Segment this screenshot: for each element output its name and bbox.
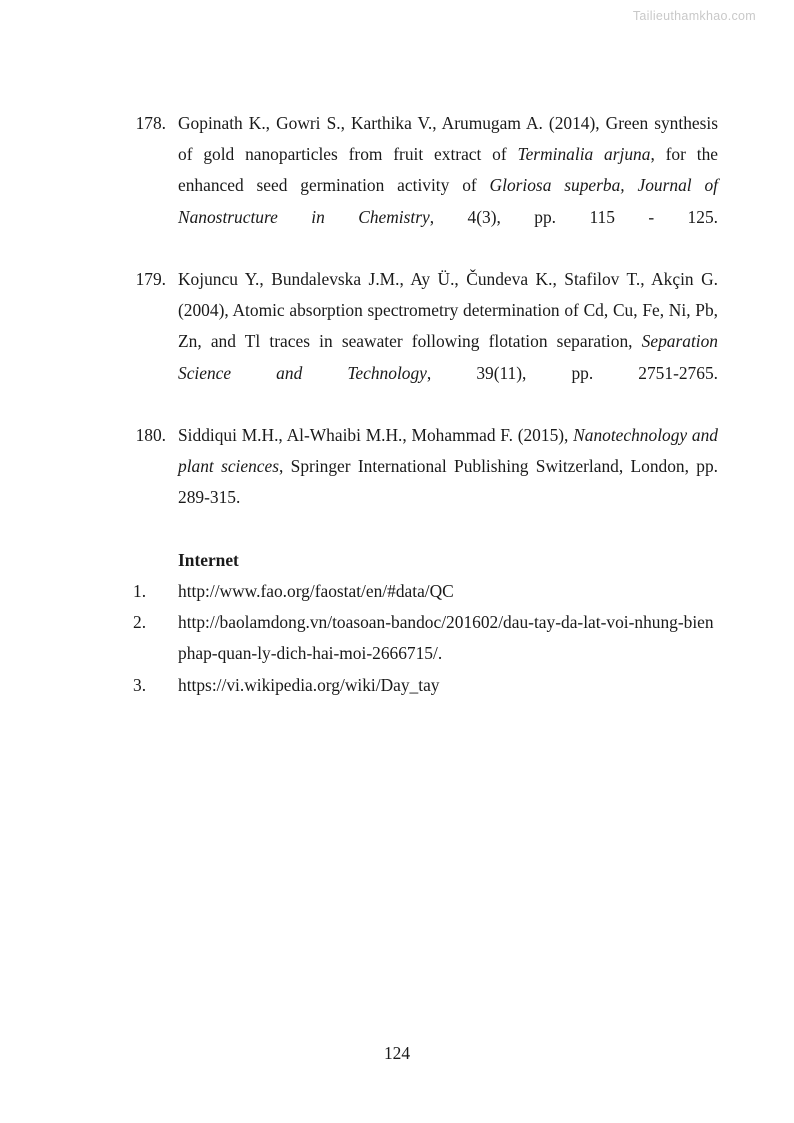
list-item-number: 1. [133,581,147,602]
list-item-number: 3. [133,674,147,695]
reference-segment-italic: Terminalia arjuna [517,144,651,165]
reference-segment: , Springer International Publishing Switzerland, London, pp. 289-315. [178,456,718,508]
references-content [133,108,718,701]
watermark-text: Tailieuthamkhao.com [632,9,756,23]
internet-url[interactable]: https://vi.wikipedia.org/wiki/Day_tay [178,674,440,695]
reference-number: 179. [135,269,166,290]
reference-segment: Siddiqui M.H., Al-Whaibi M.H., Mohammad F. (2015), [178,425,574,446]
reference-segment-italic: Gloriosa superba, Journal of Nanostructure in Chemistry [178,175,718,227]
reference-text [178,264,718,420]
reference-segment-italic: Separation Science and Technology [178,331,718,383]
list-item [133,576,718,607]
list-item [133,670,718,701]
reference-entry [133,264,718,420]
reference-text [178,420,718,545]
reference-segment-italic: Nanotechnology and plant sciences [178,425,718,477]
list-item [133,607,718,669]
reference-text [178,108,718,264]
internet-url[interactable]: http://www.fao.org/faostat/en/#data/QC [178,581,454,602]
reference-segment: Gopinath K., Gowri S., Karthika V., Arumugam A. (2014), Green synthesis of gold nanoparticles from fruit extract of [178,113,718,165]
list-item-number: 2. [133,612,147,633]
reference-segment: , for the enhanced seed germination activity of [178,144,718,196]
reference-segment: Kojuncu Y., Bundalevska J.M., Ay Ü., Čundeva K., Stafilov T., Akçin G. (2004), Atomic absorption spectrometry determination of Cd, Cu, Fe, Ni, Pb, Zn, and Tl traces in seawater following flotation separation, [178,269,718,352]
page-number: 124 [383,1043,411,1063]
reference-segment: , 39(11), pp. 2751-2765. [426,362,718,383]
reference-entry [133,108,718,264]
reference-segment: , 4(3), pp. 115 - 125. [429,206,718,227]
reference-entry [133,420,718,545]
reference-number: 180. [135,425,166,446]
section-heading-internet: Internet [178,549,239,570]
reference-number: 178. [135,113,166,133]
internet-url[interactable]: http://baolamdong.vn/toasoan-bandoc/201602/dau-tay-da-lat-voi-nhung-bienphap-quan-ly-dich-hai-moi-2666715/. [178,612,714,664]
